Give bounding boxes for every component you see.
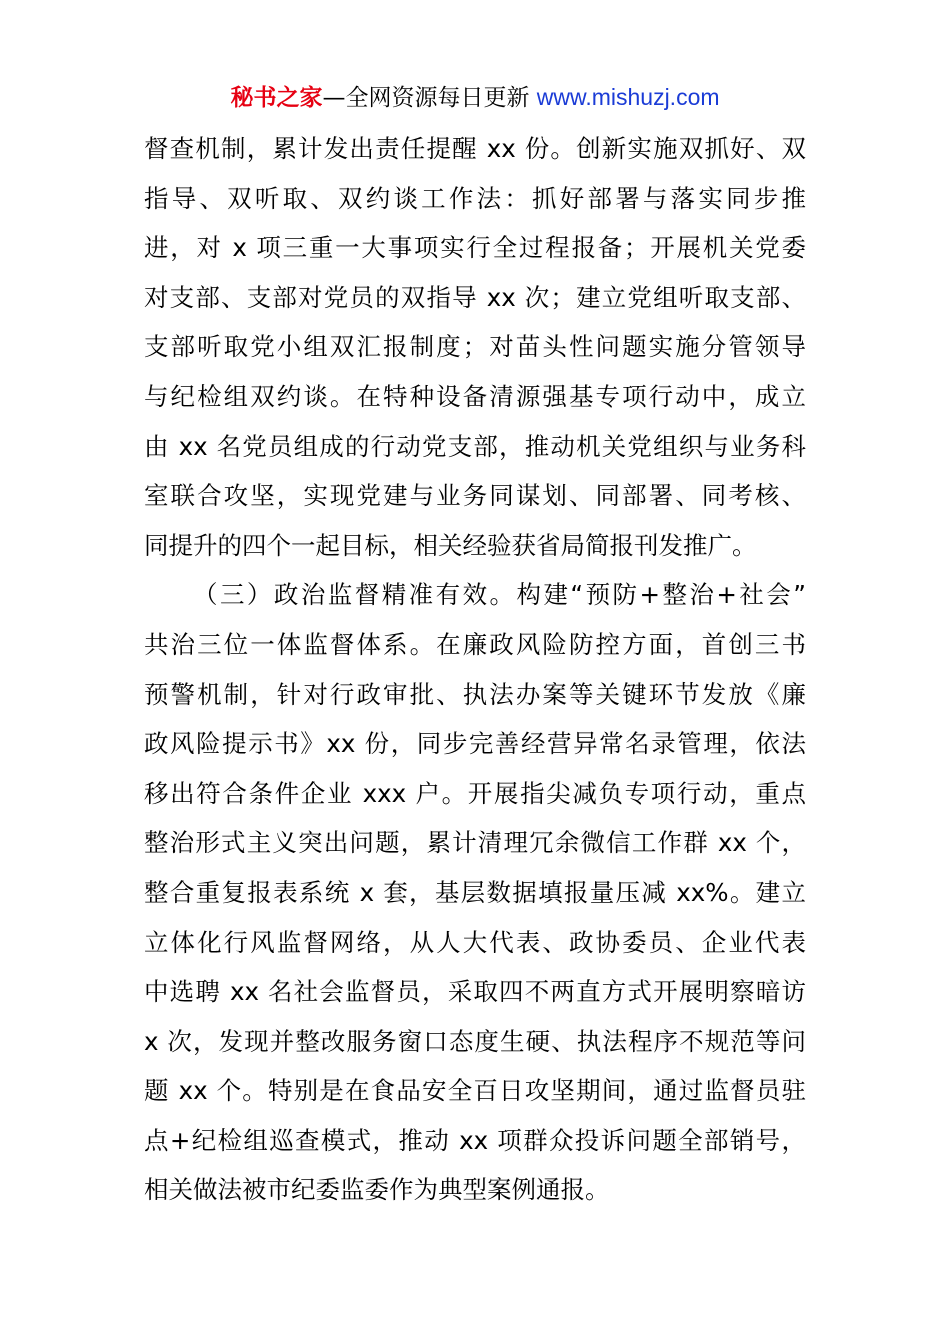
text-line: 共治三位一体监督体系。在廉政风险防控方面，首创三书 <box>144 629 806 659</box>
text-line: 支部听取党小组双汇报制度；对苗头性问题实施分管领导 <box>144 332 806 362</box>
text-line: 进，对 x 项三重一大事项实行全过程报备；开展机关党委 <box>144 233 806 263</box>
text-line: 移出符合条件企业 xxx 户。开展指尖减负专项行动，重点 <box>144 778 806 808</box>
text-line: 督查机制，累计发出责任提醒 xx 份。创新实施双抓好、双 <box>144 134 806 163</box>
site-url[interactable]: www.mishuzj.com <box>536 84 720 110</box>
text-line: 政风险提示书》xx 份，同步完善经营异常名录管理，依法 <box>144 729 806 759</box>
text-line: 题 xx 个。特别是在食品安全百日攻坚期间，通过监督员驻 <box>144 1076 806 1106</box>
site-brand: 秘书之家 <box>230 85 323 111</box>
site-tagline: —全网资源每日更新 <box>322 85 530 111</box>
text-line: 同提升的四个一起目标，相关经验获省局简报刊发推广。 <box>144 530 757 560</box>
page-header <box>0 80 950 115</box>
text-line: 室联合攻坚，实现党建与业务同谋划、同部署、同考核、 <box>144 481 806 511</box>
section-heading-line: （三）政治监督精准有效。构建“预防+整治+社会” <box>193 580 806 610</box>
text-line: 点+纪检组巡查模式，推动 xx 项群众投诉问题全部销号， <box>144 1125 806 1155</box>
text-line: 由 xx 名党员组成的行动党支部，推动机关党组织与业务科 <box>144 431 806 461</box>
text-line: 整治形式主义突出问题，累计清理冗余微信工作群 xx 个， <box>144 828 806 858</box>
text-line: 与纪检组双约谈。在特种设备清源强基专项行动中，成立 <box>144 381 806 411</box>
text-line: 中选聘 xx 名社会监督员，采取四不两直方式开展明察暗访 <box>144 977 806 1007</box>
text-line: 指导、双听取、双约谈工作法：抓好部署与落实同步推 <box>144 183 806 213</box>
text-line: x 次，发现并整改服务窗口态度生硬、执法程序不规范等问 <box>144 1026 806 1056</box>
text-line: 立体化行风监督网络，从人大代表、政协委员、企业代表 <box>144 927 806 957</box>
text-line: 对支部、支部对党员的双指导 xx 次；建立党组听取支部、 <box>144 282 806 312</box>
text-line: 相关做法被市纪委监委作为典型案例通报。 <box>144 1175 610 1205</box>
text-line: 预警机制，针对行政审批、执法办案等关键环节发放《廉 <box>144 679 806 709</box>
text-line: 整合重复报表系统 x 套，基层数据填报量压减 xx%。建立 <box>144 877 806 907</box>
document-body <box>144 124 806 1215</box>
